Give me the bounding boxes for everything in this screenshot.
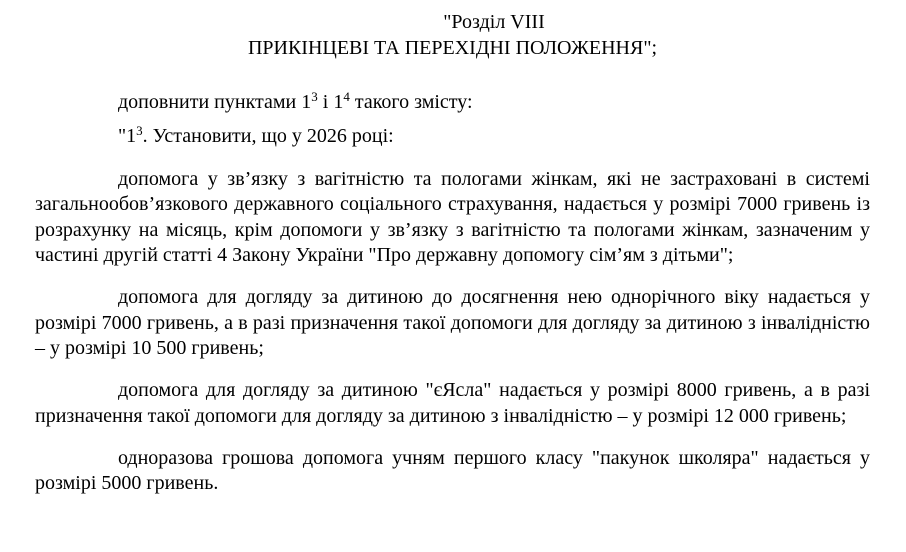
- point-number-text: "1: [118, 125, 137, 147]
- amendment-intro-text-2: і 1: [317, 91, 344, 113]
- paragraph-eyasla-benefit: допомога для догляду за дитиною "єЯсла" надається у розмірі 8000 гривень, а в разі призначення такої допомоги для догляду за дитиною з інвалідністю – у розмірі 12 000 гривень;: [35, 379, 870, 427]
- point-superscript-4: 4: [343, 89, 350, 104]
- point-number-superscript: 3: [136, 123, 143, 138]
- paragraph-childcare-benefit: допомога для догляду за дитиною до досягнення нею однорічного віку надається у розмірі 7000 гривень, а в разі призначення такої допомоги для догляду за дитиною з інвалідністю – у розмірі 10 500 гривень;: [35, 286, 870, 359]
- amendment-intro-text-1: доповнити пунктами 1: [118, 91, 312, 113]
- paragraph-school-starter-benefit: одноразова грошова допомога учням першого класу "пакунок школяра" надається у розмірі 5000 гривень.: [35, 446, 870, 494]
- point-superscript-3: 3: [311, 89, 318, 104]
- section-heading-line2: ПРИКІНЦЕВІ ТА ПЕРЕХІДНІ ПОЛОЖЕННЯ";: [247, 36, 658, 59]
- amendment-intro-text-3: такого змісту:: [349, 91, 473, 113]
- paragraph-pregnancy-benefit: допомога у зв’язку з вагітністю та пологами жінкам, які не застраховані в системі загальнообов’язкового державного соціального страхування, надається у розмірі 7000 гривень із розрахунку на місяць, крім допомоги у зв’язку з вагітністю та пологами жінкам, зазначеним у частині другій статті 4 Закону України "Про державну допомогу сім’ям з дітьми";: [35, 167, 870, 266]
- point-1-3-opening-paragraph: [35, 124, 870, 150]
- point-opening-text: . Установити, що у 2026 році:: [142, 125, 394, 147]
- section-heading-line1: "Розділ VIII: [443, 11, 545, 33]
- section-heading: [35, 10, 870, 61]
- amendment-intro-paragraph: [35, 90, 870, 116]
